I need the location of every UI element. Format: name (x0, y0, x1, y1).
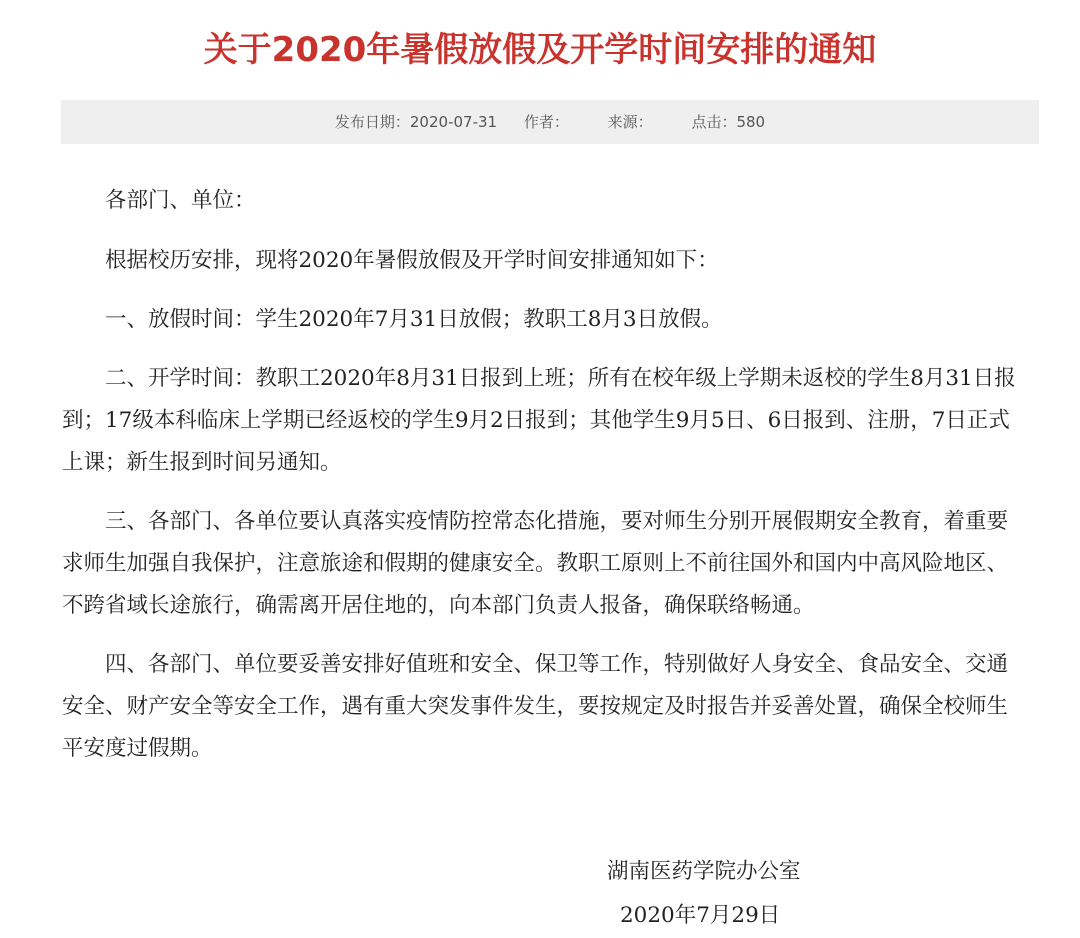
article-meta-bar (61, 100, 1039, 144)
paragraph-vacation-time: 一、放假时间：学生2020年7月31日放假；教职工8月3日放假。 (105, 307, 723, 332)
click-count-label: 点击： (691, 113, 737, 131)
paragraph-school-start: 二、开学时间：教职工2020年8月31日报到上班；所有在校年级上学期未返校的学生8月31日报到；17级本科临床上学期已经返校的学生9月2日报到；其他学生9月5日、6日报到、注册，7日正式上课；新生报到时间另通知。 (62, 366, 1016, 475)
signature-date: 2020年7月29日 (620, 903, 781, 928)
click-count (691, 100, 765, 144)
author-label: 作者： (523, 113, 569, 131)
greeting: 各部门、单位： (105, 188, 256, 213)
publish-date-value: 2020-07-31 (409, 113, 498, 131)
paragraph-intro: 根据校历安排，现将2020年暑假放假及开学时间安排通知如下： (105, 248, 719, 273)
paragraph-safety-duty: 四、各部门、单位要妥善安排好值班和安全、保卫等工作，特别做好人身安全、食品安全、交通安全、财产安全等安全工作，遇有重大突发事件发生，要按规定及时报告并妥善处置，确保全校师生平安度过假期。 (62, 652, 1009, 761)
page-title: 关于2020年暑假放假及开学时间安排的通知 (203, 30, 877, 70)
publish-date-label: 发布日期： (334, 113, 410, 131)
notice-body (62, 180, 1024, 770)
author (524, 100, 569, 144)
source (608, 100, 653, 144)
click-count-value: 580 (736, 113, 766, 131)
paragraph-epidemic-prevention: 三、各部门、各单位要认真落实疫情防控常态化措施，要对师生分别开展假期安全教育，着重要求师生加强自我保护，注意旅途和假期的健康安全。教职工原则上不前往国外和国内中高风险地区、不跨省域长途旅行，确需离开居住地的，向本部门负责人报备，确保联络畅通。 (62, 509, 1009, 618)
signature-org: 湖南医药学院办公室 (607, 859, 801, 884)
publish-date (335, 100, 497, 144)
signature-block (607, 850, 801, 938)
source-label: 来源： (607, 113, 653, 131)
